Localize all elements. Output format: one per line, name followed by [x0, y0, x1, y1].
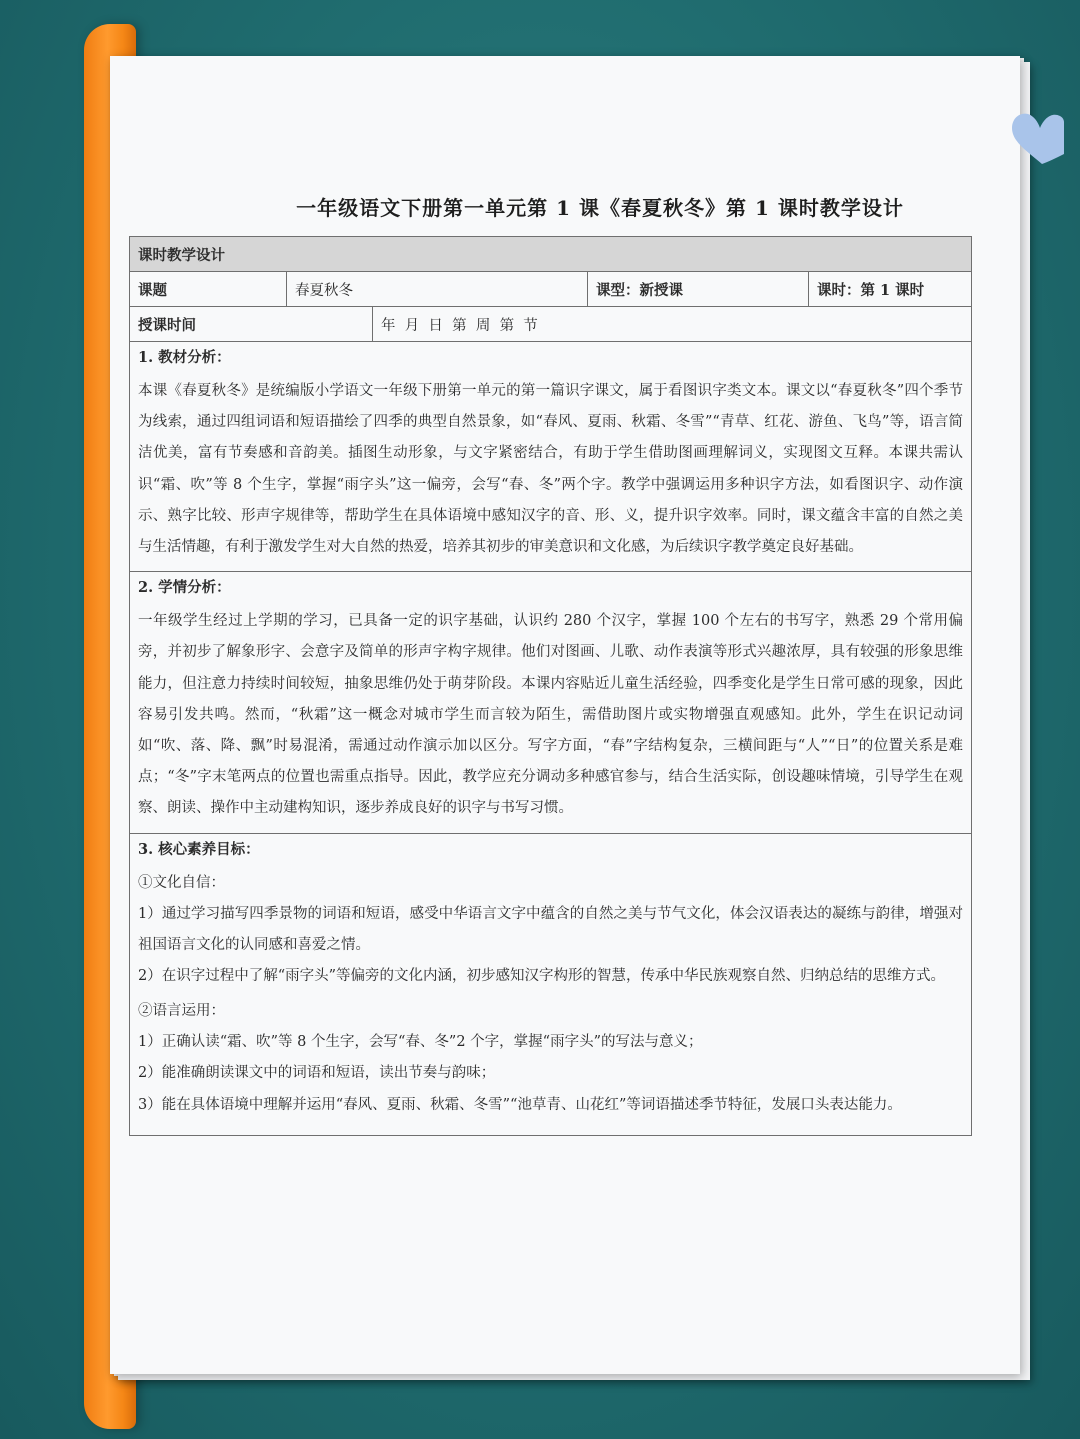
- lesson-period: 课时：第 1 课时: [809, 272, 972, 307]
- section-core-goals: [130, 833, 972, 1135]
- lesson-info-row: [130, 272, 972, 307]
- topic-value: 春夏秋冬: [287, 272, 588, 307]
- section-body: 本课《春夏秋冬》是统编版小学语文一年级下册第一单元的第一篇识字课文，属于看图识字类文本。课文以“春夏秋冬”四个季节为线索，通过四组词语和短语描绘了四季的典型自然景象，如“春风、夏雨、秋霜、冬雪”“青草、红花、游鱼、飞鸟”等，语言简洁优美，富有节奏感和音韵美。插图生动形象，与文字紧密结合，有助于学生借助图画理解词义，实现图文互释。本课共需认识“霜、吹”等 8 个生字，掌握“雨字头”这一偏旁，会写“春、冬”两个字。教学中强调运用多种识字方法，如看图识字、动作演示、熟字比较、形声字规律等，帮助学生在具体语境中感知汉字的音、形、义，提升识字效率。同时，课文蕴含丰富的自然之美与生活情趣，有利于激发学生对大自然的热爱，培养其初步的审美意识和文化感，为后续识字教学奠定良好基础。: [138, 383, 964, 556]
- list-item: 2）能准确朗读课文中的词语和短语，读出节奏与韵味；: [138, 1065, 496, 1082]
- subsection-title: ①文化自信：: [138, 874, 225, 891]
- section-title: 3. 核心素养目标：: [138, 840, 260, 858]
- document-title: 一年级语文下册第一单元第 1 课《春夏秋冬》第 1 课时教学设计: [296, 196, 904, 220]
- lesson-time-row: [130, 307, 972, 342]
- time-label: 授课时间: [130, 307, 373, 342]
- topic-label: 课题: [130, 272, 287, 307]
- section-textbook-analysis: [130, 342, 972, 572]
- list-item: 2）在识字过程中了解“雨字头”等偏旁的文化内涵，初步感知汉字构形的智慧，传承中华民族观察自然、归纳总结的思维方式。: [138, 968, 946, 985]
- list-item: 1）通过学习描写四季景物的词语和短语，感受中华语言文字中蕴含的自然之美与节气文化，体会汉语表达的凝练与韵律，增强对祖国语言文化的认同感和喜爱之情。: [138, 905, 964, 953]
- section-title: 1. 教材分析：: [138, 349, 231, 366]
- lesson-type: 课型：新授课: [588, 272, 809, 307]
- lesson-design-table: [129, 236, 972, 1136]
- table-header-row: [130, 237, 972, 272]
- heart-icon: [1008, 108, 1064, 168]
- list-item: 3）能在具体语境中理解并运用“春风、夏雨、秋霜、冬雪”“池草青、山花红”等词语描述季节特征，发展口头表达能力。: [138, 1096, 902, 1113]
- section-title: 2. 学情分析：: [138, 579, 231, 597]
- subsection-title: ②语言运用：: [138, 1003, 225, 1020]
- time-value: 年 月 日 第 周 第 节: [373, 307, 972, 342]
- section-student-analysis: [130, 572, 972, 833]
- list-item: 1）正确认读“霜、吹”等 8 个生字，会写“春、冬”2 个字，掌握“雨字头”的写法与意义；: [138, 1034, 703, 1051]
- section-body: 一年级学生经过上学期的学习，已具备一定的识字基础，认识约 280 个汉字，掌握 100 个左右的书写字，熟悉 29 个常用偏旁，并初步了解象形字、会意字及简单的形声字构字规律。他们对图画、儿歌、动作表演等形式兴趣浓厚，具有较强的形象思维能力，但注意力持续时间较短，抽象思维仍处于萌芽阶段。本课内容贴近儿童生活经验，四季变化是学生日常可感的现象，因此容易引发共鸣。然而，“秋霜”这一概念对城市学生而言较为陌生，需借助图片或实物增强直观感知。此外，学生在识记动词如“吹、落、降、飘”时易混淆，需通过动作演示加以区分。写字方面，“春”字结构复杂，三横间距与“人”“日”的位置关系是难点；“冬”字末笔两点的位置也需重点指导。因此，教学应充分调动多种感官参与，结合生活实际，创设趣味情境，引导学生在观察、朗读、操作中主动建构知识，逐步养成良好的识字与书写习惯。: [138, 613, 964, 817]
- table-header: 课时教学设计: [130, 237, 972, 272]
